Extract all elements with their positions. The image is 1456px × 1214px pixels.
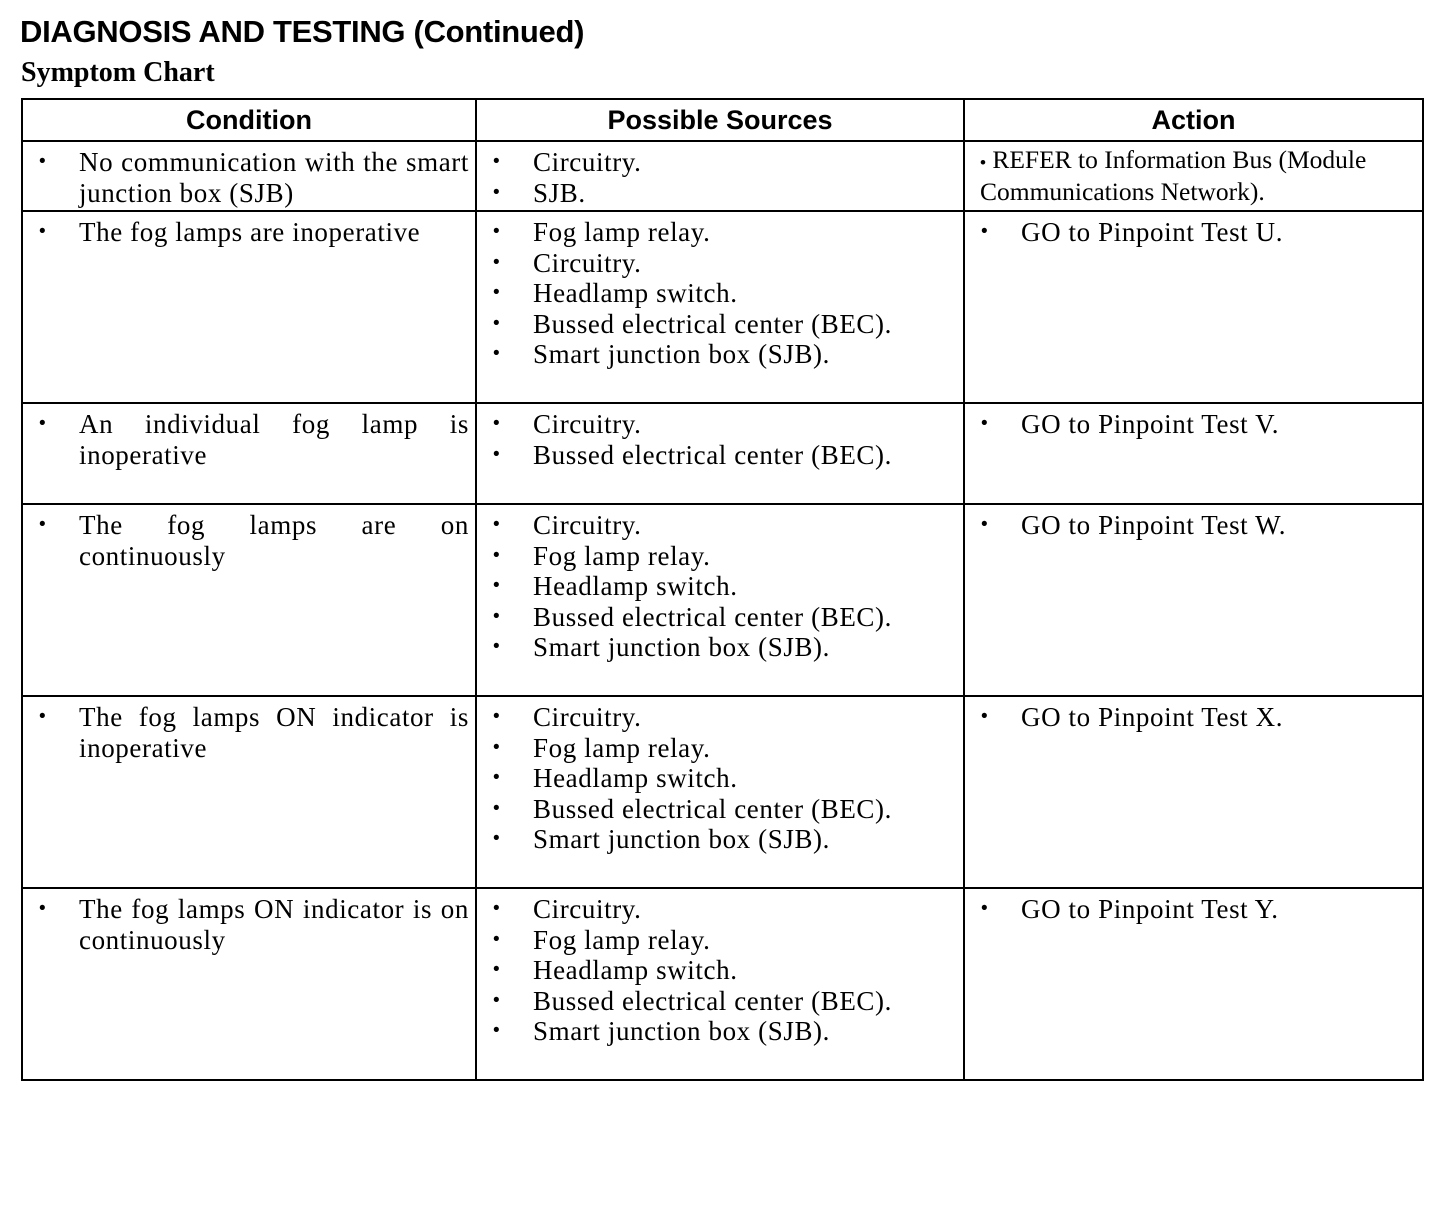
action-cell xyxy=(964,888,1423,1080)
column-header-condition: Condition xyxy=(22,99,476,141)
source-item: • SJB. xyxy=(477,178,963,209)
sources-cell xyxy=(476,211,964,403)
page-heading: DIAGNOSIS AND TESTING (Continued) xyxy=(20,14,585,49)
table-row xyxy=(22,888,1423,1080)
condition-text: • No communication with the smart junction box (SJB) xyxy=(23,147,475,208)
action-text: • GO to Pinpoint Test X. xyxy=(965,702,1422,733)
action-bullet: • xyxy=(980,153,986,172)
action-text: • GO to Pinpoint Test Y. xyxy=(965,894,1422,925)
action-cell xyxy=(964,141,1423,211)
source-item: • Smart junction box (SJB). xyxy=(477,339,963,370)
action-cell xyxy=(964,403,1423,504)
sources-cell xyxy=(476,888,964,1080)
source-item: • Circuitry. xyxy=(477,248,963,279)
table-row xyxy=(22,211,1423,403)
symptom-chart-title: Symptom Chart xyxy=(21,57,215,88)
condition-cell xyxy=(22,504,476,696)
source-item: • Bussed electrical center (BEC). xyxy=(477,440,963,471)
table-row xyxy=(22,141,1423,211)
source-item: • Circuitry. xyxy=(477,894,963,925)
source-item: • Fog lamp relay. xyxy=(477,925,963,956)
source-item: • Headlamp switch. xyxy=(477,571,963,602)
source-item: • Smart junction box (SJB). xyxy=(477,824,963,855)
action-cell xyxy=(964,211,1423,403)
source-item: • Circuitry. xyxy=(477,409,963,440)
condition-text: • The fog lamps ON indicator is on continuously xyxy=(23,894,475,955)
condition-cell xyxy=(22,141,476,211)
sources-cell xyxy=(476,403,964,504)
source-item: • Fog lamp relay. xyxy=(477,541,963,572)
source-item: • Fog lamp relay. xyxy=(477,217,963,248)
table-header-row xyxy=(22,99,1423,141)
action-text: • GO to Pinpoint Test U. xyxy=(965,217,1422,248)
sources-cell xyxy=(476,141,964,211)
action-text: • GO to Pinpoint Test V. xyxy=(965,409,1422,440)
column-header-possible-sources: Possible Sources xyxy=(476,99,964,141)
source-item: • Bussed electrical center (BEC). xyxy=(477,986,963,1017)
source-item: • Bussed electrical center (BEC). xyxy=(477,309,963,340)
condition-cell xyxy=(22,888,476,1080)
condition-cell xyxy=(22,696,476,888)
source-item: • Bussed electrical center (BEC). xyxy=(477,794,963,825)
condition-text: • The fog lamps ON indicator is inoperative xyxy=(23,702,475,763)
symptom-chart-table xyxy=(21,98,1424,1081)
condition-text: • An individual fog lamp is inoperative xyxy=(23,409,475,470)
action-cell xyxy=(964,504,1423,696)
source-item: • Smart junction box (SJB). xyxy=(477,1016,963,1047)
column-header-action: Action xyxy=(964,99,1423,141)
source-item: • Headlamp switch. xyxy=(477,763,963,794)
action-refer-text xyxy=(965,142,1422,206)
source-item: • Fog lamp relay. xyxy=(477,733,963,764)
source-item: • Headlamp switch. xyxy=(477,955,963,986)
action-text: • GO to Pinpoint Test W. xyxy=(965,510,1422,541)
source-item: • Smart junction box (SJB). xyxy=(477,632,963,663)
table-row xyxy=(22,696,1423,888)
condition-text: • The fog lamps are inoperative xyxy=(23,217,475,248)
sources-cell xyxy=(476,504,964,696)
table-row xyxy=(22,504,1423,696)
source-item: • Bussed electrical center (BEC). xyxy=(477,602,963,633)
condition-text: • The fog lamps are on continuously xyxy=(23,510,475,571)
condition-cell xyxy=(22,211,476,403)
sources-cell xyxy=(476,696,964,888)
source-item: • Circuitry. xyxy=(477,510,963,541)
source-item: • Headlamp switch. xyxy=(477,278,963,309)
action-text: REFER to Information Bus (Module Communications Network). xyxy=(980,145,1367,206)
action-cell xyxy=(964,696,1423,888)
source-item: • Circuitry. xyxy=(477,147,963,178)
source-item: • Circuitry. xyxy=(477,702,963,733)
condition-cell xyxy=(22,403,476,504)
table-row xyxy=(22,403,1423,504)
